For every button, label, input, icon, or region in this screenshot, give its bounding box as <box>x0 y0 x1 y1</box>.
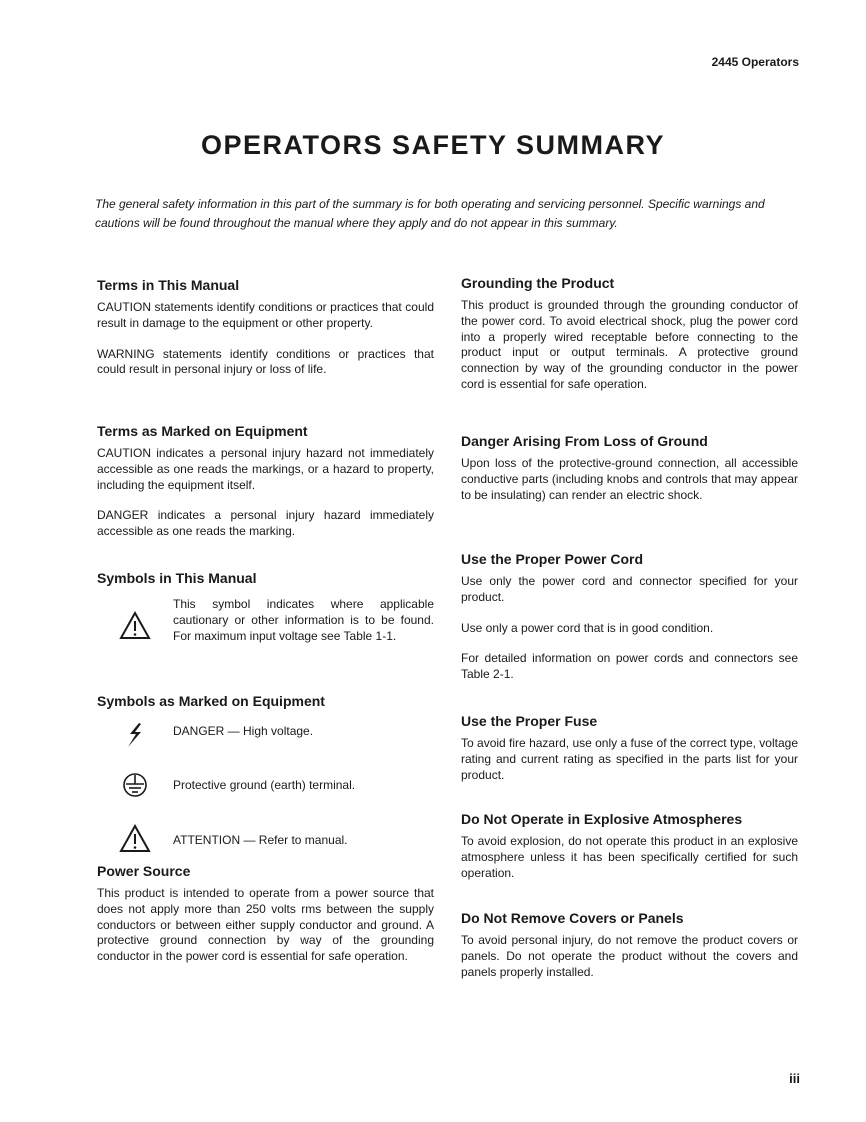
section-paragraph: Upon loss of the protective-ground connection, all accessible conductive parts (including knobs and controls that may appear to be insulating) can render an electric shock. <box>461 456 798 502</box>
section-heading: Grounding the Product <box>461 275 615 291</box>
section-paragraph: To avoid fire hazard, use only a fuse of the correct type, voltage rating and current rating as specified in the parts list for your product. <box>461 736 798 782</box>
running-head: 2445 Operators <box>711 55 799 69</box>
warning-triangle-icon <box>97 824 173 853</box>
section-paragraph: Use only a power cord that is in good condition. <box>461 620 714 635</box>
section-paragraph: To avoid personal injury, do not remove the product covers or panels. Do not operate the product without the covers and panels properly installed. <box>461 933 798 979</box>
section-heading: Terms as Marked on Equipment <box>97 423 308 439</box>
symbol-description: ATTENTION — Refer to manual. <box>173 833 348 847</box>
symbol-row <box>97 772 434 798</box>
symbol-description: This symbol indicates where applicable cautionary or other information is to be found. For maximum input voltage see Table 1-1. <box>173 597 434 643</box>
symbol-row <box>97 722 434 748</box>
section-terms-marked-on-equipment <box>97 422 434 555</box>
section-paragraph: This product is grounded through the grounding conductor of the power cord. To avoid electrical shock, plug the power cord into a properly wired receptable before connecting to the product input or output terminals. A protective ground connection by way of the grounding conductor in the power cord is essential for safe operation. <box>461 298 798 391</box>
section-paragraph: For detailed information on power cords and connectors see Table 2-1. <box>461 651 798 682</box>
section-heading: Symbols as Marked on Equipment <box>97 693 325 709</box>
section-power-source <box>97 862 434 980</box>
high-voltage-icon <box>97 722 173 748</box>
section-remove-covers <box>461 909 798 995</box>
section-heading: Symbols in This Manual <box>97 570 257 586</box>
section-terms-in-manual <box>97 276 434 393</box>
section-loss-of-ground <box>461 432 798 518</box>
section-paragraph: This product is intended to operate from a power source that does not apply more than 250 volts rms between the supply conductors or between either supply conductor and ground. A protective ground connection by way of the grounding conductor in the power cord is essential for safe operation. <box>97 886 434 964</box>
page-title: OPERATORS SAFETY SUMMARY <box>200 130 666 160</box>
intro-paragraph: The general safety information in this part of the summary is for both operating and servicing personnel. Specific warnings and cautions will be found throughout the manual where they apply and do not appear in this summary. <box>95 197 765 230</box>
section-paragraph: Use only the power cord and connector specified for your product. <box>461 574 798 604</box>
section-heading: Use the Proper Power Cord <box>461 551 644 567</box>
symbol-description: Protective ground (earth) terminal. <box>173 778 356 792</box>
section-heading: Terms in This Manual <box>97 277 240 293</box>
section-heading: Danger Arising From Loss of Ground <box>461 433 708 449</box>
section-symbols-in-manual <box>97 569 434 659</box>
section-paragraph: DANGER indicates a personal injury hazard immediately accessible as one reads the marking. <box>97 508 434 539</box>
section-symbols-marked-on-equipment <box>97 692 434 868</box>
protective-ground-icon <box>97 772 173 798</box>
section-proper-fuse <box>461 712 798 798</box>
section-heading: Do Not Remove Covers or Panels <box>461 910 684 926</box>
section-paragraph: CAUTION indicates a personal injury hazard not immediately accessible as one reads the markings, or a hazard to property, including the equipment itself. <box>97 446 434 492</box>
section-paragraph: CAUTION statements identify conditions or practices that could result in damage to the equipment or other property. <box>97 300 434 330</box>
symbol-description: DANGER — High voltage. <box>173 724 314 738</box>
warning-triangle-icon <box>97 597 173 640</box>
symbol-row <box>97 824 434 853</box>
section-grounding-the-product <box>461 274 798 408</box>
section-heading: Power Source <box>97 863 191 879</box>
symbol-row <box>97 597 434 644</box>
section-heading: Use the Proper Fuse <box>461 713 598 729</box>
section-proper-power-cord <box>461 550 798 698</box>
section-paragraph: WARNING statements identify conditions or practices that could result in personal injury or loss of life. <box>97 346 434 377</box>
page-number: iii <box>789 1071 800 1086</box>
section-heading: Do Not Operate in Explosive Atmospheres <box>461 811 743 827</box>
section-explosive-atmospheres <box>461 810 798 896</box>
section-paragraph: To avoid explosion, do not operate this product in an explosive atmosphere unless it has been specifically certified for such operation. <box>461 834 798 880</box>
